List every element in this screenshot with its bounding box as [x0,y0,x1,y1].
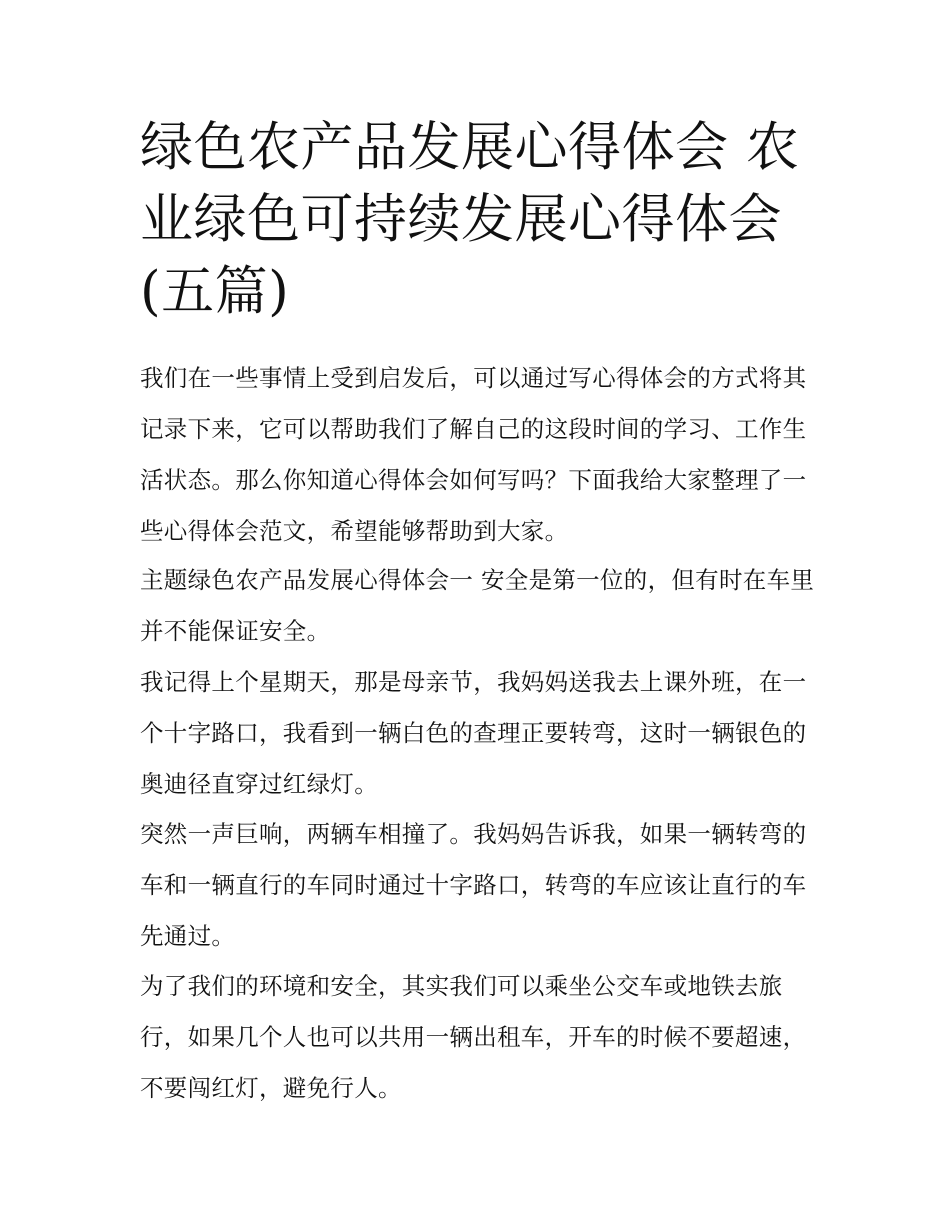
body-paragraph-crash: 突然一声巨响，两辆车相撞了。我妈妈告诉我，如果一辆转弯的车和一辆直行的车同时通过十字路口，转弯的车应该让直行的车先通过。 [140,820,807,950]
document-title: 绿色农产品发展心得体会 农业绿色可持续发展心得体会(五篇) [140,117,800,322]
body-paragraph-topic: 主题绿色农产品发展心得体会一 安全是第一位的，但有时在车里并不能保证安全。 [140,566,815,645]
body-paragraph-advice: 为了我们的环境和安全，其实我们可以乘坐公交车或地铁去旅行，如果几个人也可以共用一辆出租车，开车的时候不要超速，不要闯红灯，避免行人。 [140,972,807,1102]
intro-paragraph: 我们在一些事情上受到启发后，可以通过写心得体会的方式将其记录下来，它可以帮助我们了解自己的这段时间的学习、工作生活状态。那么你知道心得体会如何写吗？下面我给大家整理了一些心得体会范文，希望能够帮助到大家。 [140,364,807,545]
body-paragraph-story: 我记得上个星期天，那是母亲节，我妈妈送我去上课外班，在一个十字路口，我看到一辆白色的查理正要转弯，这时一辆银色的奥迪径直穿过红绿灯。 [140,668,807,798]
